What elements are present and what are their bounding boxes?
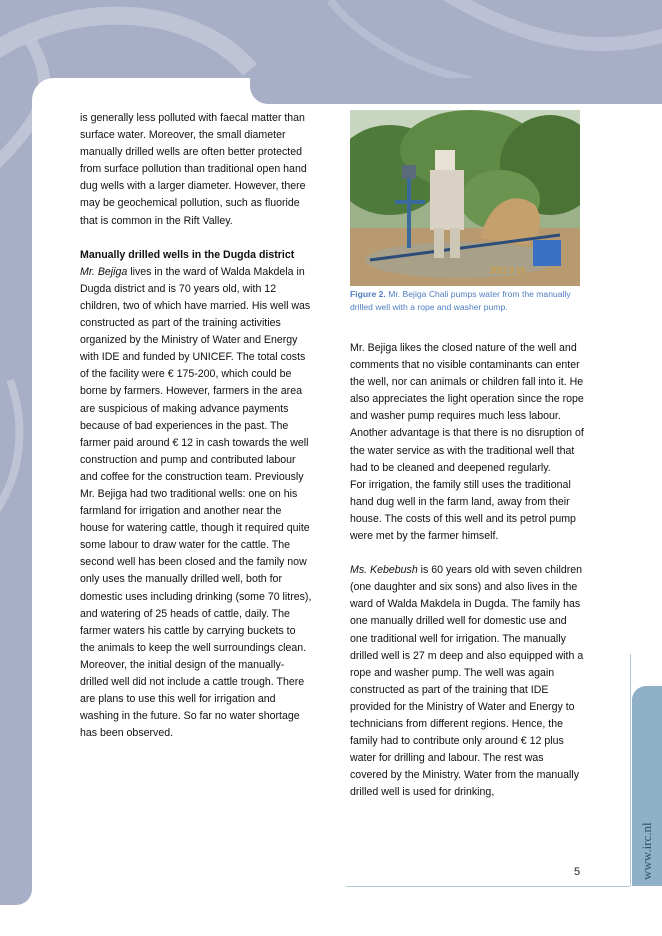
right-paragraph-2: For irrigation, the family still uses the traditional hand dug well in the farm land, away from their house. The costs of this well and its petrol pump were met by the farmer himself.: [350, 478, 576, 543]
left-margin-band: [0, 0, 32, 905]
website-link[interactable]: www.irc.nl: [639, 822, 654, 880]
section-heading: Manually drilled wells in the Dugda district: [80, 248, 295, 261]
right-column: [350, 340, 584, 801]
photo-date-stamp: 2011 9 16: [490, 266, 525, 275]
side-rule: [630, 654, 631, 886]
footer-rule: [346, 886, 630, 887]
right-paragraph-3: [350, 562, 584, 801]
left-paragraph-2: [80, 264, 312, 743]
page-number: 5: [574, 866, 581, 878]
figure-caption: [350, 288, 582, 313]
header-banner-notch: [250, 78, 662, 104]
figure-caption-text: Mr. Bejiga Chali pumps water from the manually drilled well with a rope and washer pump.: [350, 289, 571, 312]
left-paragraph-2-text: lives in the ward of Walda Makdela in Dugda district and is 70 years old, with 12 children, two of which have married. His well was constructed as part of the training activities organized by the Ministry of Water and Energy with IDE and funded by UNICEF. The total costs of the facility were € 175-200, which could be borne by farmers. However, farmers in the area are suspicious of making advance payments because of bad experiences in the past. The farmer paid around € 12 in cash towards the well construction and pump and contributed labour and coffee for the construction team. Previously Mr. Bejiga had two traditional wells: one on his farmland for irrigation and another near the house for watering cattle, though it required quite some labour to draw water for the cattle. The second well has been closed and the family now only uses the manually drilled well, both for domestic uses including drinking (some 70 litres), and watering of 25 heads of cattle, daily. The farmer waters his cattle by carrying buckets to the animals to keep the well surroundings clean. Moreover, the initial design of the manually-drilled well did not include a cattle trough. There are plans to use this well for irrigation and washing in the future. So far no water shortage has been observed.: [80, 265, 312, 740]
person-name-bejiga: Mr. Bejiga: [80, 265, 128, 278]
left-paragraph-1: is generally less polluted with faecal matter than surface water. Moreover, the small diameter manually drilled wells are often better protected from surface pollution than traditional open hand dug wells with a larger diameter. However, there may be geochemical pollution, such as fluoride that is common in the Rift Valley.: [80, 112, 307, 227]
left-column: [80, 110, 312, 742]
right-paragraph-3-text: is 60 years old with seven children (one daughter and six sons) and also lives in the ward of Walda Makdela in Dugda. The family has one manually drilled well for domestic use and one traditional well for irrigation. The manually drilled well is 27 m deep and also equipped with a rope and washer pump. The well was again constructed as part of the training that IDE provided for the Ministry of Water and Energy to technicians from different regions. Hence, the family had to contribute only around € 12 plus water for drilling and labour. The rest was covered by the Ministry. Water from the manually drilled well is used for drinking,: [350, 564, 584, 799]
right-paragraph-1: Mr. Bejiga likes the closed nature of the well and comments that no visible contaminants can enter the well, nor can animals or children fall into it. He also appreciates the light operation since the rope and washer pump requires much less labour. Another advantage is that there is no disruption of the water service as with the traditional well that had to be cleaned and deepened regularly.: [350, 342, 584, 474]
figure-label: Figure 2.: [350, 289, 386, 299]
figure-photo: [350, 110, 580, 286]
well-photo-illustration: [350, 110, 580, 286]
person-name-kebebush: Ms. Kebebush: [350, 564, 418, 577]
